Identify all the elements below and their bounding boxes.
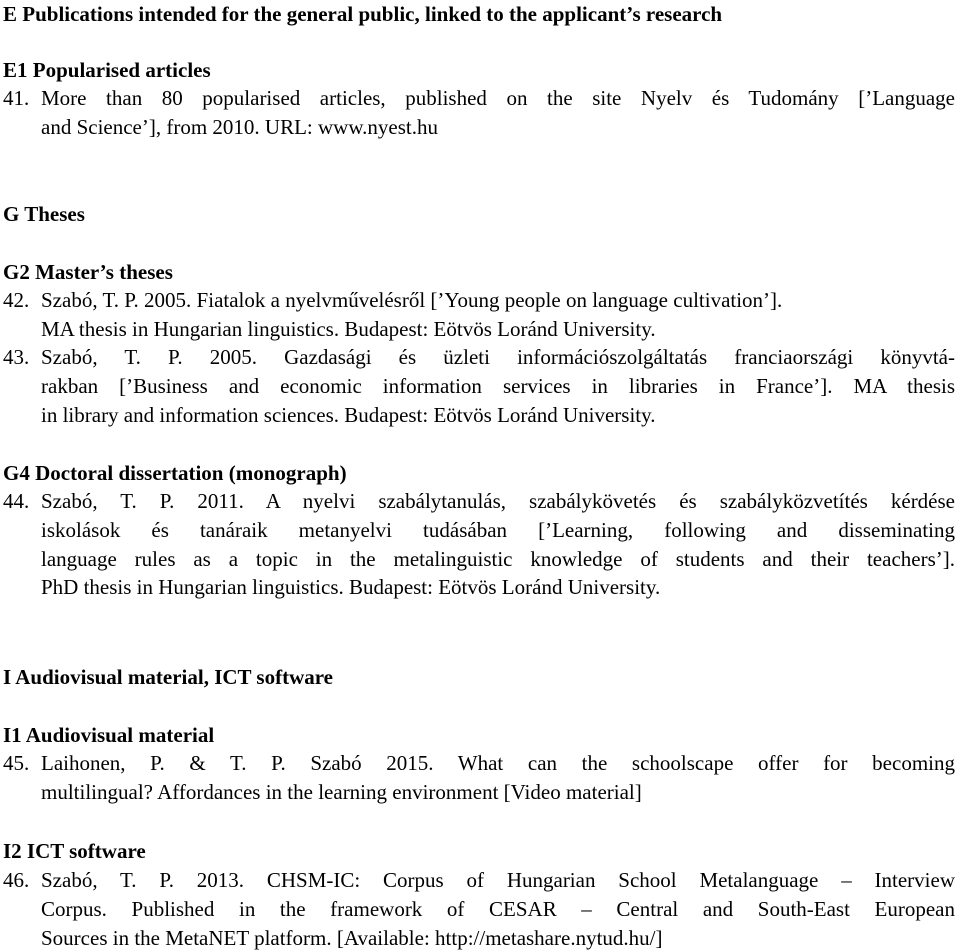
entry-text-line: in library and information sciences. Budapest: Eötvös Loránd University. [41, 402, 656, 427]
entry-text-line: rakban [’Business and economic information services in libraries in France’]. MA thesis [41, 373, 955, 398]
entry-text-line: and Science’], from 2010. URL: www.nyest.hu [41, 114, 438, 139]
publication-entry-43 [3, 343, 955, 429]
entry-number: 42. [3, 288, 30, 312]
entry-text-line: Szabó, T. P. 2005. Fiatalok a nyelvművelésről [’Young people on language cultivation’]. [41, 288, 783, 312]
entry-number: 43. [3, 345, 30, 369]
entry-number: 45. [3, 751, 30, 775]
section-i2-heading: I2 ICT software [3, 839, 146, 863]
entry-text-line: PhD thesis in Hungarian linguistics. Budapest: Eötvös Loránd University. [41, 575, 661, 600]
entry-number: 46. [3, 868, 30, 892]
section-g-heading: G Theses [3, 202, 85, 226]
entry-text-line: Sources in the MetaNET platform. [Available: http://metashare.nytud.hu/] [41, 925, 663, 950]
entry-text-line: Szabó, T. P. 2011. A nyelvi szabálytanulás, szabálykövetés és szabályközvetítés kérdése [41, 489, 955, 513]
entry-text-line: Corpus. Published in the framework of CESAR – Central and South-East European [41, 896, 955, 921]
entry-text-line: Szabó, T. P. 2013. CHSM-IC: Corpus of Hungarian School Metalanguage – Interview [41, 868, 955, 892]
publication-entry-45 [3, 749, 955, 807]
section-g2-heading: G2 Master’s theses [3, 260, 173, 284]
entry-text-line: iskolások és tanáraik metanyelvi tudásában [’Learning, following and disseminating [41, 517, 955, 542]
publication-entry-41 [3, 84, 955, 142]
section-i1-heading: I1 Audiovisual material [3, 723, 215, 747]
entry-text-line: multilingual? Affordances in the learning environment [Video material] [41, 779, 642, 804]
entry-text-line: MA thesis in Hungarian linguistics. Budapest: Eötvös Loránd University. [41, 316, 656, 341]
entry-text-line: More than 80 popularised articles, published on the site Nyelv és Tudomány [’Language [41, 86, 955, 110]
entry-number: 44. [3, 489, 30, 513]
publication-entry-42 [3, 286, 955, 344]
section-e1-heading: E1 Popularised articles [3, 58, 211, 82]
section-i-heading: I Audiovisual material, ICT software [3, 665, 333, 689]
entry-text-line: Szabó, T. P. 2005. Gazdasági és üzleti információszolgáltatás franciaországi könyvtá- [41, 345, 955, 369]
publication-entry-46 [3, 866, 955, 952]
section-e-heading: E Publications intended for the general public, linked to the applicant’s research [3, 2, 723, 26]
section-g4-heading: G4 Doctoral dissertation (monograph) [3, 461, 347, 485]
entry-number: 41. [3, 86, 30, 110]
entry-text-line: language rules as a topic in the metalinguistic knowledge of students and their teachers’]. [41, 546, 955, 571]
publication-entry-44 [3, 487, 955, 602]
entry-text-line: Laihonen, P. & T. P. Szabó 2015. What can the schoolscape offer for becoming [41, 751, 955, 775]
